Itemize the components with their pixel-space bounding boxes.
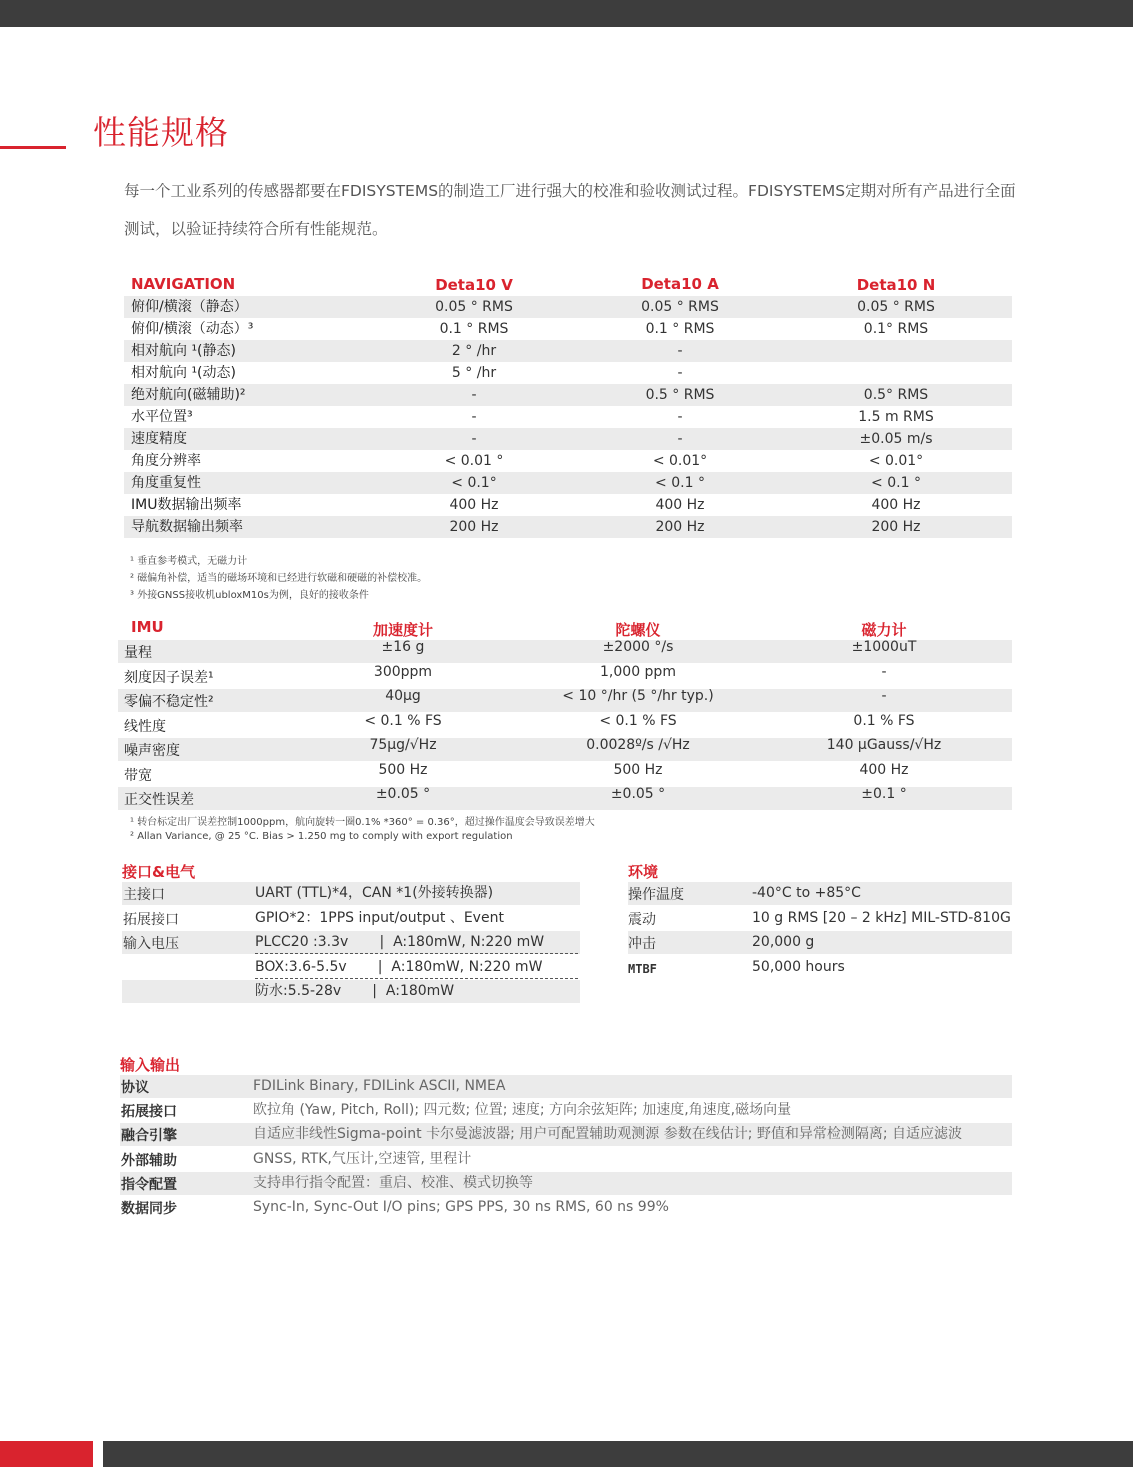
row-value: 自适应非线性Sigma-point 卡尔曼滤波器; 用户可配置辅助观测源 参数在线估计; 野值和异常检测隔离; 自适应滤波 [253, 1126, 963, 1143]
nav-header-col1: Deta10 V [435, 276, 513, 294]
row-value: 0.5 ° RMS [645, 387, 715, 403]
imu-table [118, 616, 1012, 812]
row-label: 导航数据输出频率 [131, 519, 243, 535]
row-value: 支持串行指令配置：重启、校准、模式切换等 [253, 1174, 533, 1191]
nav-footnote-3: ³ 外接GNSS接收机ubloxM10s为例，良好的接收条件 [130, 590, 369, 601]
io-row [120, 1123, 1012, 1146]
row-value: 0.05 ° RMS [641, 299, 719, 315]
environment-row [628, 931, 1012, 954]
row-label: IMU数据输出频率 [131, 497, 242, 513]
footer-accent-bar [0, 1441, 93, 1467]
imu-footnote-1: ¹ 转台标定出厂误差控制1000ppm，航向旋转一圈0.1% *360° = 0.36°，超过操作温度会导致误差增大 [130, 817, 595, 828]
row-value: 50,000 hours [752, 958, 845, 975]
table-row [124, 384, 1012, 406]
table-row [124, 318, 1012, 340]
row-label: 外部辅助 [121, 1152, 177, 1169]
row-value: FDILink Binary, FDILink ASCII, NMEA [253, 1078, 506, 1094]
row-value: - [881, 663, 887, 680]
row-label: 带宽 [124, 767, 152, 784]
row-label: 操作温度 [628, 887, 684, 903]
row-label: 输入电压 [123, 936, 179, 952]
interface-row [122, 882, 580, 905]
environment-row [628, 882, 1012, 905]
row-value: 300ppm [373, 663, 433, 680]
row-label: 绝对航向(磁辅助)² [131, 387, 246, 403]
row-value: 500 Hz [378, 761, 428, 778]
row-label: 俯仰/横滚（动态）³ [131, 321, 254, 337]
row-value: 0.5° RMS [863, 387, 929, 403]
environment-row [628, 956, 1012, 979]
row-value: - [677, 365, 683, 381]
row-value: 0.1 ° RMS [645, 321, 715, 337]
environment-row [628, 907, 1012, 930]
row-value: 欧拉角 (Yaw, Pitch, Roll); 四元数; 位置; 速度; 方向余弦矩阵; 加速度,角速度,磁场向量 [253, 1102, 792, 1119]
row-label: 相对航向 ¹(动态) [131, 365, 236, 381]
row-value: 75µg/√Hz [369, 737, 437, 753]
row-label: 协议 [121, 1080, 149, 1096]
interface-title: 接口&电气 [122, 863, 196, 881]
row-value: - [881, 688, 887, 704]
interface-row [122, 907, 580, 930]
row-value: 400 Hz [859, 761, 909, 778]
row-value: < 0.01° [868, 453, 924, 469]
intro-text: 每一个工业系列的传感器都要在FDISYSTEMS的制造工厂进行强大的校准和验收测试过程。FDISYSTEMS定期对所有产品进行全面测试，以验证持续符合所有性能规范。 [124, 182, 1016, 238]
title-accent-line [0, 146, 66, 149]
table-row [124, 296, 1012, 318]
io-title: 输入输出 [120, 1056, 181, 1074]
row-value: ±2000 °/s [602, 639, 674, 655]
row-value: GPIO*2：1PPS input/output 、Event [255, 909, 504, 926]
row-label: 震动 [628, 911, 656, 928]
row-label: 指令配置 [121, 1176, 177, 1193]
row-value: ±0.1 ° [861, 786, 907, 802]
table-row [124, 340, 1012, 362]
row-value: < 0.01 ° [444, 453, 504, 469]
row-value: 500 Hz [613, 761, 663, 778]
row-label: 速度精度 [131, 431, 187, 447]
row-value: 10 g RMS [20 – 2 kHz] MIL-STD-810G [752, 909, 1011, 926]
nav-footnote-2: ² 磁偏角补偿，适当的磁场环境和已经进行软磁和硬磁的补偿校准。 [130, 573, 428, 584]
row-value: 防水:5.5-28v | A:180mW [255, 983, 455, 999]
row-value: 200 Hz [449, 519, 499, 535]
table-row [124, 472, 1012, 494]
row-label: 角度重复性 [131, 475, 201, 491]
page-title: 性能规格 [93, 113, 229, 152]
row-value: ±16 g [381, 639, 425, 655]
row-value: 400 Hz [871, 497, 921, 513]
row-label: 量程 [124, 645, 152, 661]
row-value: 0.05 ° RMS [435, 299, 513, 315]
row-value: 0.1 ° RMS [439, 321, 509, 337]
io-row [120, 1148, 1012, 1171]
row-value: - [471, 387, 477, 403]
row-label: 主接口 [123, 887, 165, 903]
row-label: MTBF [628, 961, 657, 976]
io-row [120, 1172, 1012, 1195]
nav-header-col3: Deta10 N [856, 276, 936, 294]
row-label: 拓展接口 [121, 1104, 177, 1121]
row-value: UART (TTL)*4，CAN *1(外接转换器) [255, 885, 494, 901]
imu-header-col3: 磁力计 [861, 621, 907, 639]
row-label: 融合引擎 [121, 1128, 177, 1145]
row-value: 40µg [385, 688, 421, 704]
nav-footnote-1: ¹ 垂直参考模式，无磁力计 [130, 556, 248, 567]
row-value: PLCC20 :3.3v | A:180mW, N:220 mW [255, 931, 578, 954]
navigation-table [124, 272, 1012, 542]
environment-title: 环境 [628, 863, 659, 881]
row-label: 拓展接口 [123, 911, 179, 928]
row-value: 1,000 ppm [600, 663, 676, 680]
row-value: 2 ° /hr [451, 343, 497, 359]
imu-header-col2: 陀螺仪 [615, 621, 661, 639]
imu-header-col1: 加速度计 [372, 621, 433, 639]
row-value: ±1000uT [851, 639, 917, 655]
row-label: 俯仰/横滚（静态） [131, 299, 248, 315]
io-row [120, 1075, 1012, 1098]
imu-footnote-2: ² Allan Variance, @ 25 °C. Bias > 1.250 mg to comply with export regulation [130, 831, 513, 842]
table-row [124, 494, 1012, 516]
row-label: 刻度因子误差¹ [124, 669, 214, 686]
row-value: 0.05 ° RMS [857, 299, 935, 315]
row-label: 冲击 [628, 936, 656, 952]
interface-row [122, 980, 580, 1003]
row-value: BOX:3.6-5.5v | A:180mW, N:220 mW [255, 956, 578, 979]
table-row [124, 362, 1012, 384]
row-value: Sync-In, Sync-Out I/O pins; GPS PPS, 30 ns RMS, 60 ns 99% [253, 1199, 669, 1215]
nav-header-label: NAVIGATION [131, 275, 236, 293]
table-row [124, 428, 1012, 450]
table-row [124, 406, 1012, 428]
row-value: 5 ° /hr [451, 365, 497, 381]
row-value: < 0.1 ° [655, 475, 705, 491]
row-value: 140 µGauss/√Hz [826, 737, 942, 753]
row-value: - [677, 431, 683, 447]
row-value: - [677, 343, 683, 359]
imu-header-label: IMU [131, 618, 164, 636]
interface-table [122, 882, 580, 1007]
row-label: 角度分辨率 [131, 453, 201, 469]
io-row [120, 1196, 1012, 1219]
row-value: - [471, 431, 477, 447]
row-value: ±0.05 ° [375, 786, 431, 802]
environment-table [628, 882, 1012, 982]
row-value: 20,000 g [752, 934, 815, 950]
row-value: < 0.1 % FS [364, 712, 442, 729]
row-value: < 0.1 ° [871, 475, 921, 491]
row-value: - [471, 409, 477, 425]
row-label: 正交性误差 [124, 792, 194, 808]
row-value: 0.1 % FS [853, 712, 915, 729]
row-value: 400 Hz [449, 497, 499, 513]
nav-header-col2: Deta10 A [641, 275, 719, 293]
row-value: 200 Hz [871, 519, 921, 535]
table-row [118, 787, 1012, 810]
top-bar [0, 0, 1133, 27]
row-label: 数据同步 [121, 1201, 177, 1217]
io-row [120, 1099, 1012, 1122]
row-value: < 0.01° [652, 453, 708, 469]
io-table [120, 1075, 1012, 1223]
table-row [124, 450, 1012, 472]
row-value: 0.1° RMS [863, 321, 929, 337]
row-label: 水平位置³ [131, 409, 193, 425]
row-value: 400 Hz [655, 497, 705, 513]
row-value: < 0.1 % FS [599, 712, 677, 729]
row-value: 1.5 m RMS [858, 409, 934, 425]
footer-bar [103, 1441, 1133, 1467]
row-value: - [677, 409, 683, 425]
interface-row [122, 931, 580, 954]
interface-row [122, 956, 580, 979]
row-value: GNSS, RTK,气压计,空速管, 里程计 [253, 1150, 472, 1167]
row-value: < 0.1° [451, 475, 497, 491]
row-label: 相对航向 ¹(静态) [131, 343, 236, 359]
row-value: < 10 °/hr (5 °/hr typ.) [562, 688, 714, 704]
table-row [124, 516, 1012, 538]
row-value: -40°C to +85°C [752, 885, 861, 901]
row-value: 200 Hz [655, 519, 705, 535]
row-value: ±0.05 ° [610, 786, 666, 802]
row-label: 线性度 [124, 718, 166, 735]
row-value: 0.0028º/s /√Hz [586, 737, 690, 753]
row-value: ±0.05 m/s [859, 431, 933, 447]
row-label: 零偏不稳定性² [124, 694, 214, 710]
row-label: 噪声密度 [124, 743, 180, 759]
